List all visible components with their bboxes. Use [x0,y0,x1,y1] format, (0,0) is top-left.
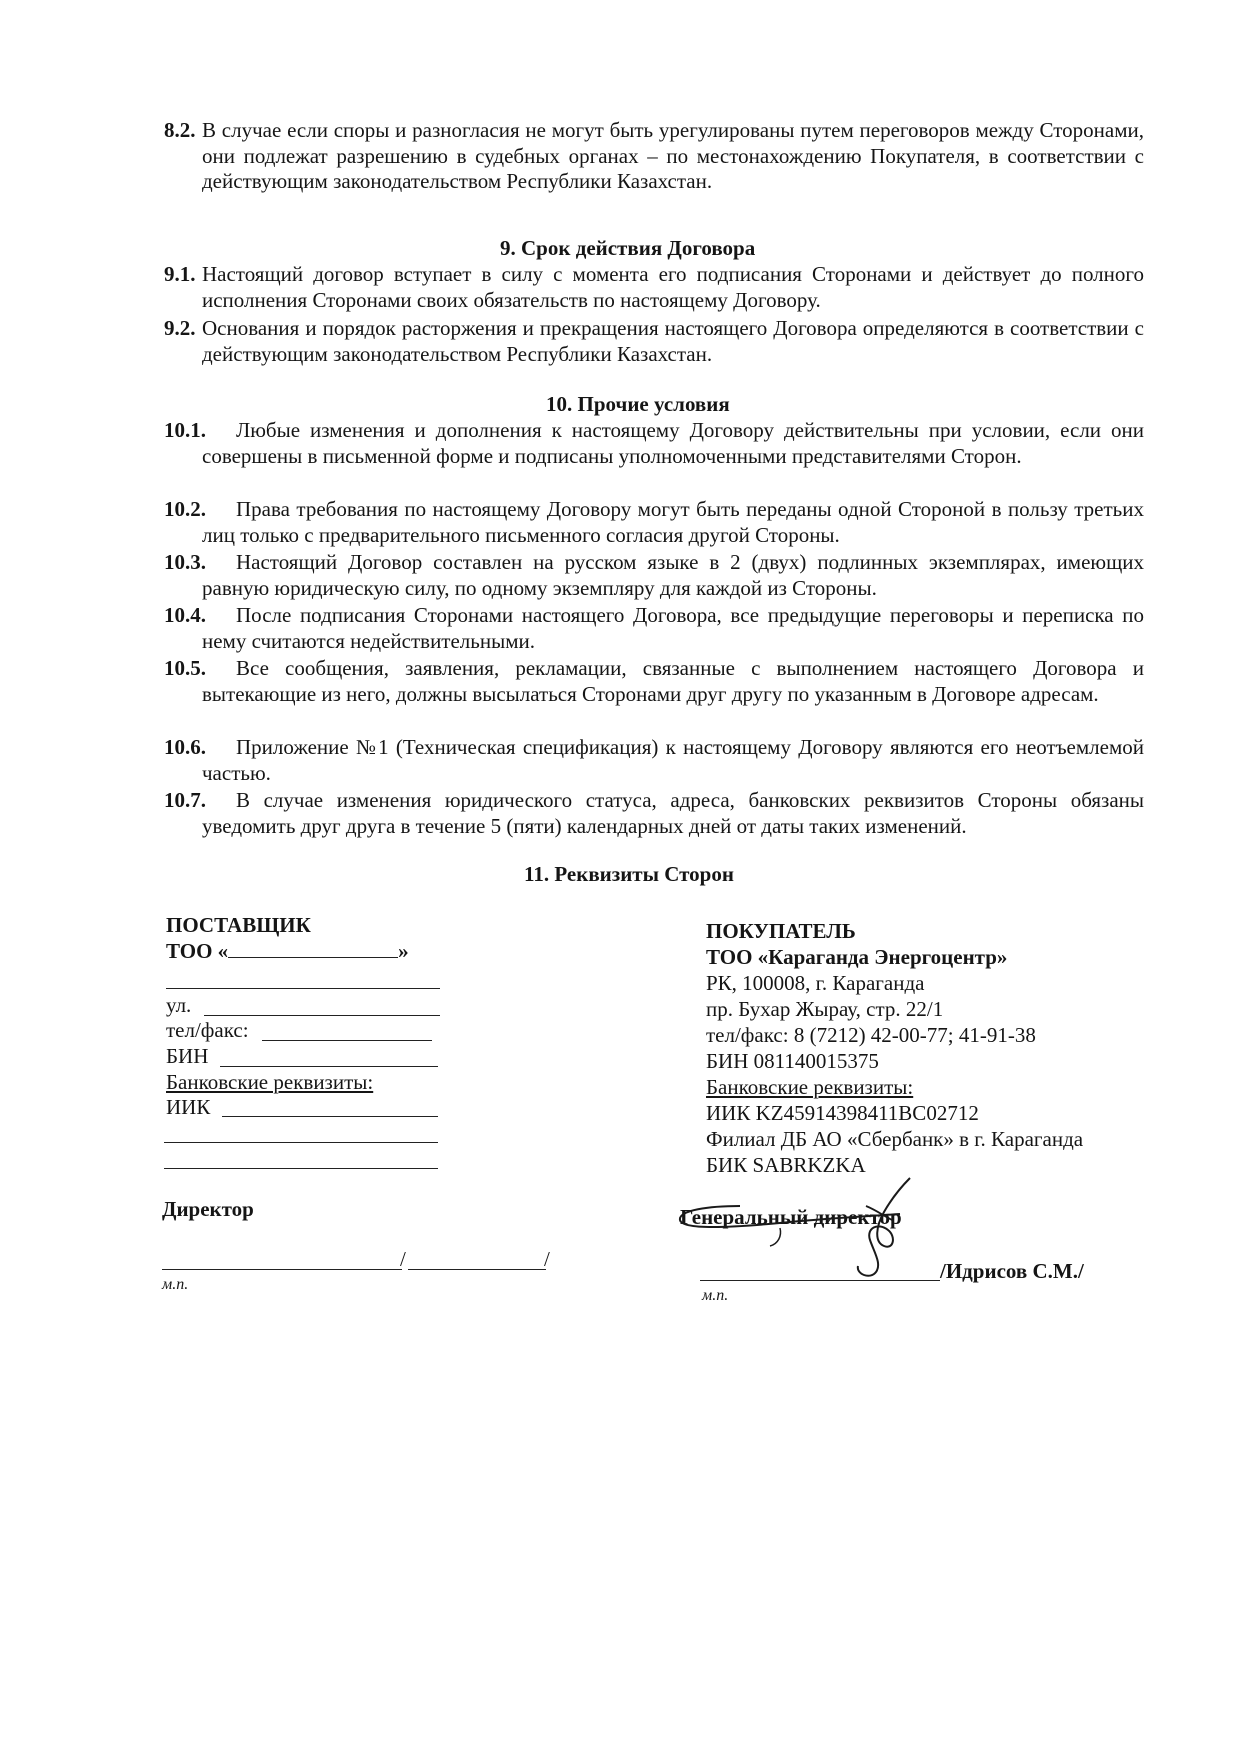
handwritten-signature-icon [670,1176,930,1286]
supplier-slash-2: / [544,1247,550,1271]
supplier-phone-line [262,1040,432,1041]
supplier-title: ПОСТАВЩИК [166,913,311,937]
supplier-phone-label: тел/факс: [166,1018,249,1042]
clause-10-1 [164,418,1144,469]
clause-text: Любые изменения и дополнения к настоящему Договору действительны при условии, если они совершены в письменной форме и подписаны уполномоченными представителями Сторон. [202,418,1144,468]
buyer-bank-label: Банковские реквизиты: [706,1075,914,1099]
buyer-phone: тел/факс: 8 (7212) 42-00-77; 41-91-38 [706,1023,1036,1047]
clause-number: 10.7. [164,788,206,812]
buyer-address-1: РК, 100008, г. Караганда [706,971,925,995]
supplier-position: Директор [162,1197,254,1221]
clause-number: 10.3. [164,550,206,574]
buyer-branch: Филиал ДБ АО «Сбербанк» в г. Караганда [706,1127,1084,1151]
clause-text: Основания и порядок расторжения и прекращения настоящего Договора определяются в соответствии с действующим законодательством Республики Казахстан. [202,316,1144,366]
clause-text: Права требования по настоящему Договору могут быть переданы одной Стороной в пользу третьих лиц только с предварительного письменного согласия другой Стороны. [202,497,1144,547]
clause-number: 10.2. [164,497,206,521]
buyer-stamp-place: м.п. [702,1287,729,1304]
clause-8-2 [164,118,1144,195]
clause-10-4 [164,603,1144,654]
clause-number: 10.6. [164,735,206,759]
supplier-company-line [166,938,409,964]
supplier-company-blank [228,939,398,958]
clause-9-1 [164,262,1144,313]
supplier-name-line [408,1269,546,1270]
supplier-signature-line [162,1269,402,1270]
clause-10-2 [164,497,1144,548]
clause-number: 8.2. [164,118,196,142]
supplier-slash-1: / [400,1247,406,1271]
clause-text: Приложение №1 (Техническая спецификация) к настоящему Договору являются его неотъемлемой частью. [202,735,1144,785]
clause-text: Все сообщения, заявления, рекламации, связанные с выполнением настоящего Договора и вытекающие из него, должны высылаться Сторонами друг другу по указанным в Договоре адресам. [202,656,1144,706]
clause-number: 10.1. [164,418,206,442]
supplier-bank-label: Банковские реквизиты: [166,1070,374,1094]
clause-text: В случае если споры и разногласия не могут быть урегулированы путем переговоров между Сторонами, они подлежат разрешению в судебных органах – по местонахождению Покупателя, в соответствии с действующим законодательством Республики Казахстан. [202,118,1144,193]
buyer-title: ПОКУПАТЕЛЬ [706,919,856,943]
clause-10-6 [164,735,1144,786]
buyer-bik: БИК SABRKZKA [706,1153,866,1177]
clause-text: Настоящий Договор составлен на русском языке в 2 (двух) подлинных экземплярах, имеющих равную юридическую силу, по одному экземпляру для каждой из Стороны. [202,550,1144,600]
buyer-position: Генеральный директор [680,1205,902,1229]
supplier-iik-line [222,1116,438,1117]
clause-number: 10.4. [164,603,206,627]
clause-10-7 [164,788,1144,839]
supplier-company-suffix: » [398,939,409,963]
buyer-signatory: /Идрисов С.М./ [940,1259,1084,1283]
supplier-company-prefix: ТОО « [166,939,229,963]
supplier-blank-line [166,988,440,989]
buyer-bin: БИН 081140015375 [706,1049,879,1073]
supplier-extra-line-2 [164,1168,438,1169]
buyer-company: ТОО «Караганда Энергоцентр» [706,945,1008,969]
buyer-iik: ИИК KZ45914398411BC02712 [706,1101,979,1125]
clause-text: После подписания Сторонами настоящего Договора, все предыдущие переговоры и переписка по нему считаются недействительными. [202,603,1144,653]
supplier-street-label: ул. [166,993,192,1017]
section-9-heading: 9. Срок действия Договора [500,236,756,260]
supplier-street-line [204,1015,440,1016]
clause-10-5 [164,656,1144,707]
buyer-address-2: пр. Бухар Жырау, стр. 22/1 [706,997,944,1021]
supplier-iik-label: ИИК [166,1095,211,1119]
supplier-bin-label: БИН [166,1044,209,1068]
section-10-heading: 10. Прочие условия [546,392,730,416]
section-11-heading: 11. Реквизиты Сторон [524,862,734,886]
supplier-bin-line [220,1066,438,1067]
clause-number: 9.1. [164,262,196,286]
clause-text: В случае изменения юридического статуса, адреса, банковских реквизитов Стороны обязаны уведомить друг друга в течение 5 (пяти) календарных дней от даты таких изменений. [202,788,1144,838]
clause-text: Настоящий договор вступает в силу с момента его подписания Сторонами и действует до полного исполнения Сторонами своих обязательств по настоящему Договору. [202,262,1144,312]
supplier-stamp-place: м.п. [162,1276,189,1293]
supplier-extra-line-1 [164,1142,438,1143]
clause-number: 10.5. [164,656,206,680]
clause-number: 9.2. [164,316,196,340]
clause-9-2 [164,316,1144,367]
clause-10-3 [164,550,1144,601]
